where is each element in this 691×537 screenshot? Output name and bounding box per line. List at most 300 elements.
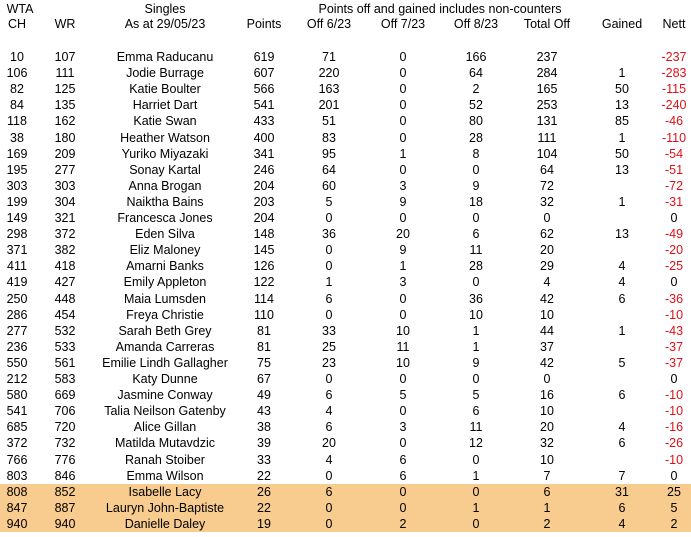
gained-cell: 85 xyxy=(615,114,629,129)
points-cell: 203 xyxy=(253,194,275,209)
off8-cell: 0 xyxy=(472,275,480,290)
nett-cell: -10 xyxy=(664,388,684,403)
table-row xyxy=(0,130,691,146)
nett-cell: -37 xyxy=(664,355,684,370)
total-off-cell: 284 xyxy=(536,66,558,81)
ch-cell: 38 xyxy=(10,130,24,145)
off8-cell: 36 xyxy=(469,291,483,306)
off7-cell: 0 xyxy=(399,162,407,177)
off7-cell: 20 xyxy=(396,227,410,242)
off7-cell: 0 xyxy=(399,130,407,145)
off8-cell: 1 xyxy=(472,468,480,483)
points-cell: 433 xyxy=(253,114,275,129)
ch-cell: 10 xyxy=(10,50,24,64)
wr-cell: 135 xyxy=(54,98,76,113)
player-name: Jodie Burrage xyxy=(126,66,204,81)
total-off-cell: 131 xyxy=(536,114,558,129)
player-name: Katie Boulter xyxy=(129,82,201,97)
total-off-cell: 10 xyxy=(540,404,554,419)
table-row xyxy=(0,339,691,355)
points-cell: 110 xyxy=(254,307,274,322)
wr-cell: 454 xyxy=(54,307,76,322)
off6-cell: 0 xyxy=(325,259,333,274)
ch-cell: 277 xyxy=(6,323,28,338)
nett-cell: -26 xyxy=(664,436,684,451)
off7-cell: 0 xyxy=(399,372,407,386)
off7-cell: 0 xyxy=(399,404,407,419)
player-name: Emilie Lindh Gallagher xyxy=(102,355,228,370)
off6-cell: 0 xyxy=(325,516,333,531)
wr-cell: 111 xyxy=(55,66,75,81)
off8-cell: 1 xyxy=(472,323,480,338)
total-off-cell: 0 xyxy=(543,372,551,386)
nett-cell: -115 xyxy=(661,82,687,97)
table-row xyxy=(0,468,691,484)
points-cell: 26 xyxy=(257,484,271,499)
player-name: Amanda Carreras xyxy=(115,339,215,354)
off6-cell: 83 xyxy=(322,130,336,145)
off6-cell: 4 xyxy=(325,404,333,419)
total-off-cell: 20 xyxy=(540,420,554,435)
off8-cell: 28 xyxy=(469,130,483,145)
nett-cell: -46 xyxy=(664,114,684,129)
player-name: Katy Dunne xyxy=(132,372,198,386)
nett-cell: 0 xyxy=(670,275,678,290)
nett-cell: -72 xyxy=(664,178,684,193)
points-cell: 75 xyxy=(257,355,271,370)
nett-cell: -43 xyxy=(664,323,684,338)
gained-cell: 4 xyxy=(618,516,626,531)
off6-cell: 0 xyxy=(325,500,333,515)
off7-cell: 0 xyxy=(399,307,407,322)
gained-cell: 4 xyxy=(618,275,626,290)
ch-cell: 372 xyxy=(6,436,28,451)
off8-cell: 0 xyxy=(472,452,480,467)
gained-cell: 13 xyxy=(615,98,629,113)
off6-cell: 1 xyxy=(325,275,333,290)
player-name: Alice Gillan xyxy=(133,420,197,435)
total-off-cell: 32 xyxy=(540,436,554,451)
wr-cell: 382 xyxy=(54,243,76,258)
player-name: Katie Swan xyxy=(133,114,197,129)
points-cell: 619 xyxy=(253,50,275,64)
wr-cell: 706 xyxy=(54,404,76,419)
wr-cell: 372 xyxy=(54,227,76,242)
off8-cell: 5 xyxy=(472,388,480,403)
total-off-cell: 6 xyxy=(543,484,551,499)
ch-cell: 236 xyxy=(6,339,28,354)
total-off-cell: 42 xyxy=(540,355,554,370)
nett-cell: -37 xyxy=(664,339,684,354)
player-name: Naiktha Bains xyxy=(126,194,204,209)
wr-cell: 887 xyxy=(54,500,76,515)
off8-heading: Off 8/23 xyxy=(453,17,499,31)
player-name: Maia Lumsden xyxy=(124,291,206,306)
off8-cell: 64 xyxy=(469,66,483,81)
player-name: Yuriko Miyazaki xyxy=(121,146,209,161)
gained-cell: 13 xyxy=(615,227,629,242)
player-name: Freya Christie xyxy=(126,307,204,322)
player-name: Harriet Dart xyxy=(132,98,198,113)
ch-cell: 82 xyxy=(10,82,24,97)
total-off-cell: 29 xyxy=(540,259,554,274)
points-cell: 122 xyxy=(253,275,275,290)
gained-cell: 50 xyxy=(615,146,629,161)
player-name: Danielle Daley xyxy=(124,516,206,531)
ch-cell: 212 xyxy=(6,372,28,386)
player-name: Anna Brogan xyxy=(128,178,202,193)
off7-cell: 10 xyxy=(396,323,410,338)
player-name: Emily Appleton xyxy=(123,275,207,290)
nett-cell: -36 xyxy=(664,291,684,306)
table-row xyxy=(0,210,691,226)
table-row xyxy=(0,435,691,451)
wr-cell: 180 xyxy=(54,130,76,145)
player-name: Emma Wilson xyxy=(126,468,204,483)
ch-cell: 84 xyxy=(10,98,24,113)
wr-cell: 277 xyxy=(54,162,76,177)
gained-cell: 7 xyxy=(618,468,626,483)
wr-cell: 418 xyxy=(54,259,76,274)
nett-cell: -10 xyxy=(664,307,684,322)
wr-cell: 846 xyxy=(54,468,76,483)
total-off-cell: 37 xyxy=(540,339,554,354)
points-cell: 22 xyxy=(257,500,271,515)
ch-cell: 803 xyxy=(6,468,28,483)
gained-cell xyxy=(592,452,652,468)
off7-cell: 0 xyxy=(399,211,407,225)
ch-cell: 106 xyxy=(6,66,28,81)
points-cell: 81 xyxy=(257,339,271,354)
table-row xyxy=(0,226,691,242)
total-off-cell: 2 xyxy=(543,516,551,531)
gained-cell xyxy=(592,403,652,419)
points-cell: 19 xyxy=(257,516,271,531)
off6-cell: 20 xyxy=(322,436,336,451)
gained-cell: 13 xyxy=(615,162,629,177)
ch-cell: 685 xyxy=(6,420,28,435)
off7-cell: 10 xyxy=(396,355,410,370)
off7-cell: 0 xyxy=(399,484,407,499)
total-off-cell: 111 xyxy=(537,130,557,145)
gained-cell: 6 xyxy=(618,436,626,451)
wr-cell: 852 xyxy=(54,484,76,499)
gained-cell: 1 xyxy=(618,66,626,81)
off6-cell: 33 xyxy=(322,323,336,338)
points-cell: 246 xyxy=(253,162,275,177)
nett-cell: -16 xyxy=(664,420,684,435)
table-row xyxy=(0,419,691,435)
wr-cell: 669 xyxy=(54,388,76,403)
off8-cell: 9 xyxy=(472,178,480,193)
wta-heading: WTA xyxy=(6,2,34,16)
off6-cell: 0 xyxy=(325,307,333,322)
ch-cell: 411 xyxy=(7,259,27,274)
gained-cell xyxy=(592,178,652,194)
off7-cell: 3 xyxy=(399,275,407,290)
table-row xyxy=(0,291,691,307)
gained-cell: 6 xyxy=(618,500,626,515)
nett-heading: Nett xyxy=(662,17,686,31)
nett-cell: -10 xyxy=(664,404,684,419)
ch-cell: 847 xyxy=(6,500,28,515)
table-row xyxy=(0,258,691,274)
ch-cell: 766 xyxy=(6,452,28,467)
points-cell: 22 xyxy=(257,468,271,483)
off6-cell: 36 xyxy=(322,227,336,242)
table-row xyxy=(0,323,691,339)
points-cell: 541 xyxy=(253,98,275,113)
total-off-cell: 44 xyxy=(540,323,554,338)
off8-cell: 11 xyxy=(469,420,483,435)
off8-cell: 1 xyxy=(472,500,480,515)
table-row xyxy=(0,452,691,468)
points-cell: 114 xyxy=(254,291,274,306)
off6-cell: 25 xyxy=(322,339,336,354)
gained-cell: 1 xyxy=(618,194,626,209)
gained-cell: 31 xyxy=(615,484,629,499)
ch-heading: CH xyxy=(7,17,27,31)
wr-cell: 448 xyxy=(54,291,76,306)
player-name: Talia Neilson Gatenby xyxy=(104,404,226,419)
player-name: Francesca Jones xyxy=(117,211,213,225)
points-cell: 400 xyxy=(253,130,275,145)
gained-cell: 6 xyxy=(618,291,626,306)
nett-cell: 0 xyxy=(670,468,678,483)
total-off-cell: 4 xyxy=(543,275,551,290)
table-row xyxy=(0,387,691,403)
gained-cell: 1 xyxy=(618,130,626,145)
wr-cell: 209 xyxy=(54,146,76,161)
off6-cell: 6 xyxy=(325,420,333,435)
points-cell: 204 xyxy=(253,211,275,225)
off7-cell: 9 xyxy=(399,243,407,258)
ch-cell: 118 xyxy=(7,114,27,129)
off8-cell: 0 xyxy=(472,516,480,531)
player-name: Jasmine Conway xyxy=(117,388,213,403)
nett-cell: -20 xyxy=(664,243,684,258)
gained-cell: 1 xyxy=(618,323,626,338)
gained-heading: Gained xyxy=(601,17,643,31)
off7-cell: 0 xyxy=(399,500,407,515)
off6-cell: 4 xyxy=(325,452,333,467)
gained-cell xyxy=(592,371,652,387)
off6-cell: 5 xyxy=(325,194,333,209)
table-row xyxy=(0,307,691,323)
wr-cell: 776 xyxy=(54,452,76,467)
wr-cell: 940 xyxy=(54,516,76,531)
off6-cell: 220 xyxy=(318,66,340,81)
gained-cell xyxy=(592,242,652,258)
points-cell: 145 xyxy=(253,243,275,258)
ch-cell: 286 xyxy=(6,307,28,322)
total-off-cell: 62 xyxy=(540,227,554,242)
nett-cell: 5 xyxy=(670,500,678,515)
off8-cell: 6 xyxy=(472,404,480,419)
player-name: Emma Raducanu xyxy=(116,50,214,64)
ch-cell: 550 xyxy=(6,355,28,370)
table-row xyxy=(0,81,691,97)
points-cell: 566 xyxy=(253,82,275,97)
ch-cell: 940 xyxy=(6,516,28,531)
off6-heading: Off 6/23 xyxy=(306,17,352,31)
table-row xyxy=(0,371,691,387)
player-name: Lauryn John-Baptiste xyxy=(105,500,225,515)
wr-cell: 732 xyxy=(54,436,76,451)
off6-cell: 0 xyxy=(325,243,333,258)
wr-heading: WR xyxy=(54,17,76,31)
off6-cell: 23 xyxy=(322,355,336,370)
player-name: Matilda Mutavdzic xyxy=(114,436,216,451)
wr-cell: 303 xyxy=(54,178,76,193)
off7-cell: 0 xyxy=(399,50,407,64)
table-row xyxy=(0,274,691,290)
wr-cell: 304 xyxy=(54,194,76,209)
wr-cell: 321 xyxy=(54,211,76,225)
ch-cell: 808 xyxy=(6,484,28,499)
gained-cell: 4 xyxy=(618,259,626,274)
wr-cell: 583 xyxy=(54,372,76,386)
player-name: Sarah Beth Grey xyxy=(118,323,212,338)
ch-cell: 419 xyxy=(6,275,28,290)
off6-cell: 201 xyxy=(318,98,340,113)
off8-cell: 1 xyxy=(472,339,480,354)
wr-cell: 125 xyxy=(54,82,76,97)
ch-cell: 541 xyxy=(6,404,28,419)
off7-heading: Off 7/23 xyxy=(380,17,426,31)
total-off-cell: 20 xyxy=(540,243,554,258)
gained-cell xyxy=(592,307,652,323)
nett-cell: 0 xyxy=(670,372,678,386)
off8-cell: 6 xyxy=(472,227,480,242)
off7-cell: 1 xyxy=(399,259,407,274)
table-row xyxy=(0,403,691,419)
off8-cell: 52 xyxy=(469,98,483,113)
table-row xyxy=(0,146,691,162)
total-off-cell: 10 xyxy=(540,307,554,322)
points-cell: 33 xyxy=(257,452,271,467)
table-row xyxy=(0,113,691,129)
off7-cell: 0 xyxy=(399,82,407,97)
nett-cell: -10 xyxy=(664,452,684,467)
off6-cell: 71 xyxy=(322,50,336,64)
off8-cell: 18 xyxy=(469,194,483,209)
points-cell: 67 xyxy=(257,372,271,386)
nett-cell: -237 xyxy=(661,50,687,64)
off7-cell: 5 xyxy=(399,388,407,403)
gained-cell xyxy=(592,210,652,226)
total-off-cell: 64 xyxy=(540,162,554,177)
nett-cell: -283 xyxy=(661,66,687,81)
off7-cell: 6 xyxy=(399,468,407,483)
total-off-cell: 104 xyxy=(536,146,558,161)
ch-cell: 149 xyxy=(6,211,28,225)
off8-cell: 9 xyxy=(472,355,480,370)
points-cell: 38 xyxy=(257,420,271,435)
off7-cell: 11 xyxy=(396,339,410,354)
off6-cell: 6 xyxy=(325,484,333,499)
total-off-cell: 253 xyxy=(536,98,558,113)
gained-cell: 6 xyxy=(618,388,626,403)
off6-cell: 163 xyxy=(318,82,340,97)
off8-cell: 11 xyxy=(469,243,483,258)
table-row xyxy=(0,65,691,81)
total-off-cell: 165 xyxy=(536,82,558,97)
as-at-heading: As at 29/05/23 xyxy=(124,17,206,31)
total-off-cell: 237 xyxy=(536,50,558,64)
off6-cell: 51 xyxy=(322,114,336,129)
singles-heading: Singles xyxy=(144,2,186,16)
wr-cell: 427 xyxy=(54,275,76,290)
gained-cell: 50 xyxy=(615,82,629,97)
points-cell: 39 xyxy=(257,436,271,451)
table-row xyxy=(0,516,691,532)
nett-cell: -110 xyxy=(661,130,687,145)
off7-cell: 1 xyxy=(399,146,407,161)
nett-cell: -51 xyxy=(664,162,684,177)
table-row xyxy=(0,484,691,500)
table-row xyxy=(0,162,691,178)
off7-cell: 0 xyxy=(399,291,407,306)
ch-cell: 371 xyxy=(6,243,28,258)
player-name: Eliz Maloney xyxy=(129,243,201,258)
off7-cell: 2 xyxy=(399,516,407,531)
player-name: Ranah Stoiber xyxy=(125,452,205,467)
off8-cell: 0 xyxy=(472,484,480,499)
off7-cell: 9 xyxy=(399,194,407,209)
points-cell: 81 xyxy=(257,323,271,338)
points-cell: 204 xyxy=(253,178,275,193)
gained-cell: 4 xyxy=(618,420,626,435)
off6-cell: 64 xyxy=(322,162,336,177)
off7-cell: 3 xyxy=(399,178,407,193)
gained-cell xyxy=(592,49,652,65)
off8-cell: 28 xyxy=(469,259,483,274)
off7-cell: 6 xyxy=(399,452,407,467)
ch-cell: 195 xyxy=(6,162,28,177)
off8-cell: 0 xyxy=(472,162,480,177)
table-row xyxy=(0,194,691,210)
points-cell: 607 xyxy=(253,66,275,81)
total-off-heading: Total Off xyxy=(523,17,571,31)
off7-cell: 0 xyxy=(399,98,407,113)
off6-cell: 0 xyxy=(325,211,333,225)
points-cell: 148 xyxy=(253,227,275,242)
off6-cell: 0 xyxy=(325,372,333,386)
off8-cell: 2 xyxy=(472,82,480,97)
off8-cell: 166 xyxy=(465,50,487,64)
off6-cell: 0 xyxy=(325,468,333,483)
player-name: Isabelle Lacy xyxy=(128,484,202,499)
gained-cell xyxy=(592,339,652,355)
ch-cell: 580 xyxy=(6,388,28,403)
total-off-cell: 7 xyxy=(543,468,551,483)
points-heading: Points xyxy=(246,17,282,31)
off6-cell: 6 xyxy=(325,291,333,306)
points-cell: 341 xyxy=(253,146,275,161)
wr-cell: 107 xyxy=(54,50,76,64)
points-cell: 43 xyxy=(257,404,271,419)
nett-cell: 0 xyxy=(670,211,678,225)
wr-cell: 561 xyxy=(54,355,76,370)
table-row xyxy=(0,49,691,65)
off7-cell: 3 xyxy=(399,420,407,435)
player-name: Eden Silva xyxy=(135,227,195,242)
off7-cell: 0 xyxy=(399,436,407,451)
off8-cell: 0 xyxy=(472,211,480,225)
points-cell: 126 xyxy=(253,259,275,274)
points-cell: 49 xyxy=(257,388,271,403)
